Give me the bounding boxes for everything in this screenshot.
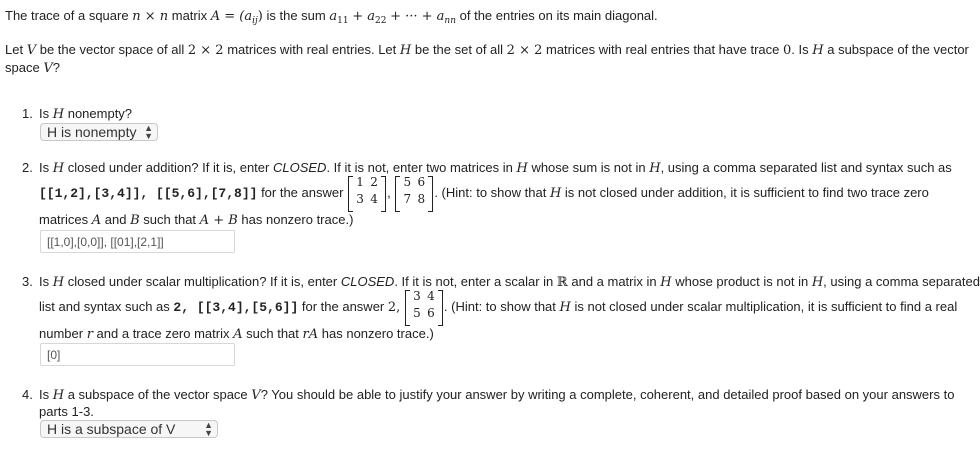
matrix-cell: 4	[427, 288, 435, 303]
up-down-arrows-icon: ▲ ▼	[204, 420, 213, 438]
math-n-by-n: n × n	[132, 9, 169, 24]
math-zero: 0	[783, 43, 792, 58]
q-text: list and syntax such as	[39, 299, 170, 314]
math-B: B	[130, 213, 140, 228]
math-H: H	[52, 275, 65, 290]
math-a: + ··· + a	[390, 9, 445, 24]
q-text: whose sum is not in	[531, 160, 646, 175]
q-text: . (Hint: to show that	[434, 185, 547, 200]
q2-line3	[39, 212, 353, 228]
q-text: ? You should be able to justify your answer by writing a complete, coherent, and detailed proof based on your answers to	[260, 387, 955, 402]
math-A-plus-B: A + B	[199, 213, 238, 228]
up-down-arrows-icon: ▲ ▼	[144, 123, 153, 141]
intro-text: matrices with real entries that have trace	[546, 42, 780, 57]
matrix-cell: 3	[413, 288, 421, 303]
q1-text	[39, 106, 132, 122]
q-text: closed under addition? If it is, enter	[67, 160, 270, 175]
intro-text: be the vector space of all	[39, 42, 185, 57]
q4-line1	[39, 387, 954, 403]
syntax-example: 2, [[3,4],[5,6]]	[173, 300, 299, 315]
q-text: such that	[246, 326, 299, 341]
q-text: , using a comma separated list and syntax such as	[660, 160, 952, 175]
math-H: H	[516, 161, 528, 176]
q4-subspace-select[interactable]	[40, 420, 218, 438]
math-H: H	[52, 388, 65, 403]
q3-line3	[39, 326, 434, 342]
intro-text: matrix	[171, 8, 208, 23]
q3-number: 3.	[22, 274, 33, 289]
q-text: for the answer	[261, 185, 344, 200]
q-text: Is	[39, 387, 50, 402]
example-matrix-1	[348, 176, 386, 212]
math-H: H	[811, 275, 824, 290]
matrix-cell: 5	[413, 305, 421, 320]
math-A: A = (a	[210, 9, 253, 24]
math-H: H	[52, 161, 65, 176]
q-text: . If it is not, enter two matrices in	[326, 160, 513, 175]
q-text: is not closed under addition, it is sufficient to find two trace zero	[564, 185, 929, 200]
q-text: such that	[143, 212, 197, 227]
keyword-closed: CLOSED	[272, 160, 327, 175]
matrix-cell: 6	[417, 174, 426, 189]
math-H: H	[559, 300, 571, 315]
q-text: and a trace zero matrix	[96, 326, 230, 341]
keyword-closed: CLOSED	[340, 274, 395, 289]
q-text: matrices	[39, 212, 89, 227]
math-H: H	[549, 186, 562, 201]
intro-text: is the sum	[266, 8, 326, 23]
matrix-cell: 3	[356, 191, 364, 206]
question-statement	[5, 42, 969, 58]
matrix-cell: 7	[403, 191, 412, 206]
syntax-example: [[1,2],[3,4]], [[5,6],[7,8]]	[39, 186, 258, 201]
math-r: r	[86, 327, 93, 342]
matrix-cell: 2	[370, 174, 378, 189]
q-text: a subspace of the vector space	[67, 387, 248, 402]
math-scalar: 2,	[387, 300, 401, 315]
math-H: H	[812, 43, 824, 58]
q3-line2	[39, 288, 957, 326]
matrix-cell: 4	[370, 191, 378, 206]
math-a: a	[329, 9, 338, 24]
q-text: . If it is not, enter a scalar in	[394, 274, 554, 289]
math-paren: )	[257, 9, 263, 24]
math-A: A	[91, 213, 102, 228]
math-H: H	[52, 107, 65, 122]
matrix-cell: 8	[417, 191, 426, 206]
q-text: whose product is not in	[675, 274, 809, 289]
q-text: . (Hint: to show that	[443, 299, 556, 314]
math-rA: rA	[302, 327, 319, 342]
math-sub: nn	[444, 16, 457, 26]
q4-number: 4.	[22, 387, 33, 402]
math-sub: 11	[337, 16, 349, 26]
matrix-cell: 5	[403, 174, 412, 189]
math-sub: ij	[252, 16, 258, 26]
intro-text: space	[5, 60, 40, 75]
q-text: number	[39, 326, 84, 341]
q1-select-value: H is nonempty	[47, 124, 137, 140]
q-text: is not closed under scalar multiplication, it is sufficient to find a real	[574, 299, 958, 314]
q-text: and a matrix in	[571, 274, 657, 289]
q-text: closed under scalar multiplication? If it is, enter	[67, 274, 338, 289]
intro-text: a subspace of the vector	[827, 42, 969, 57]
math-H: H	[660, 275, 672, 290]
q-text: and	[104, 212, 127, 227]
q1-number: 1.	[22, 106, 33, 121]
q-text: Is	[39, 274, 50, 289]
q-text: nonempty?	[67, 106, 133, 121]
matrix-cell: 6	[427, 305, 435, 320]
math-A: A	[233, 327, 243, 342]
q4-select-value: H is a subspace of V	[47, 421, 176, 437]
intro-text: Let	[5, 42, 24, 57]
math-a: + a	[352, 9, 375, 24]
math-2x2: 2 × 2	[506, 43, 543, 58]
intro-text: ?	[52, 60, 60, 75]
q2-number: 2.	[22, 160, 33, 175]
math-H: H	[649, 161, 661, 176]
q-text: has nonzero trace.)	[321, 326, 434, 341]
intro-text: The trace of a square	[5, 8, 129, 23]
q-text: ,	[387, 185, 391, 200]
q3-answer-input[interactable]: [0]	[40, 343, 235, 366]
math-V: V	[251, 388, 261, 403]
q1-nonempty-select[interactable]	[40, 123, 158, 141]
matrix-cell: 1	[356, 174, 364, 189]
math-V: V	[26, 43, 37, 58]
intro-text: be the set of all	[414, 42, 504, 57]
math-H: H	[399, 43, 412, 58]
intro-text: matrices with real entries. Let	[227, 42, 397, 57]
example-matrix-2	[395, 176, 433, 212]
q-text: has nonzero trace.)	[241, 212, 354, 227]
q-text: , using a comma separated	[823, 274, 980, 289]
intro-text: . Is	[791, 42, 809, 57]
example-matrix-3	[405, 290, 443, 326]
question-statement-cont	[5, 60, 60, 76]
trace-definition	[5, 8, 658, 26]
q-text: Is	[39, 160, 50, 175]
q2-answer-input[interactable]: [[1,0],[0,0]], [[01],[2,1]]	[40, 230, 235, 253]
math-reals: ℝ	[556, 275, 568, 290]
q-text: Is	[39, 106, 50, 121]
intro-text: of the entries on its main diagonal.	[459, 8, 658, 23]
math-2x2: 2 × 2	[187, 43, 224, 58]
q-text: for the answer	[301, 299, 385, 314]
q4-line2: parts 1-3.	[39, 404, 94, 419]
q2-line2	[39, 174, 929, 212]
math-sub: 22	[375, 16, 387, 26]
math-V: V	[43, 61, 53, 76]
